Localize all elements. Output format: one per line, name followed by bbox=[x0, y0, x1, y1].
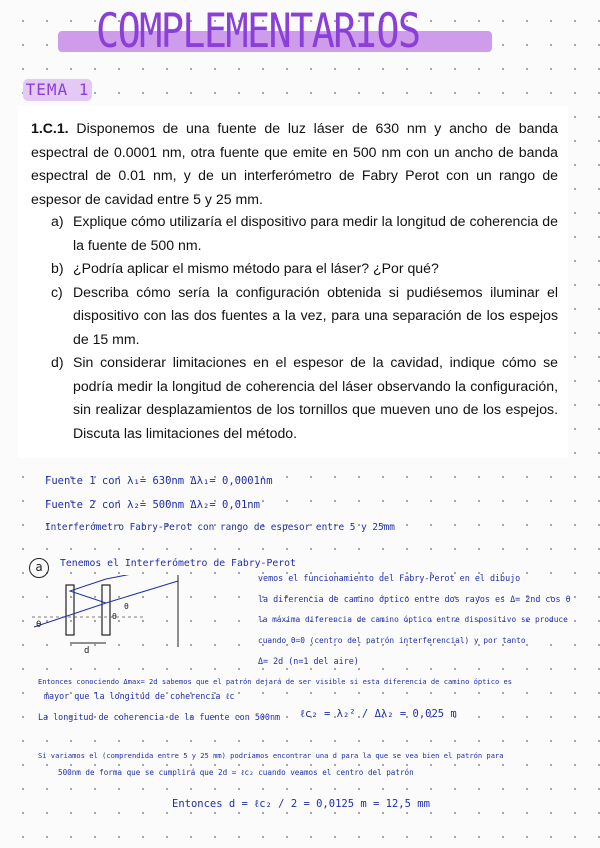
transmitted-ray-1 bbox=[106, 581, 178, 603]
item-text: ¿Podría aplicar el mismo método para el láser? ¿Por qué? bbox=[73, 260, 439, 276]
page-title: COMPLEMENTARIOS bbox=[96, 4, 420, 59]
given-source-2: Fuente 2 con λ₂= 500nm Δλ₂= 0,01nm bbox=[45, 499, 260, 511]
final-result: Entonces d = ℓc₂ / 2 = 0,0125 m = 12,5 mm bbox=[172, 798, 430, 810]
topic-tag: TEMA 1 bbox=[23, 79, 92, 101]
transmitted-ray-2 bbox=[106, 575, 178, 579]
light-ray bbox=[34, 579, 106, 627]
item-text: Sin considerar limitaciones en el espesor de la cavidad, indique cómo se podría medir la longitud de coherencia del láser observando la configuración, sin realizar desplazamientos de los tornillos que mueven uno de los espejos. Discuta las limitaciones del método. bbox=[73, 354, 558, 441]
side-note-4: cuando θ=0 (centro del patrón interferencial) y por tanto bbox=[258, 636, 526, 645]
side-note-2: la diferencia de camino óptico entre dos rayos es Δ= 2nd cos θ bbox=[258, 594, 571, 604]
side-note-5: Δ= 2d (n=1 del aire) bbox=[258, 656, 359, 666]
list-item bbox=[51, 257, 558, 281]
theta-label-1: θ bbox=[36, 620, 42, 630]
coherence-formula: ℓc₂ = λ₂² / Δλ₂ = 0,025 m bbox=[300, 708, 457, 720]
mirror-2-icon bbox=[102, 585, 110, 635]
item-text: Describa cómo sería la configuración obtenida si pudiésemos iluminar el dispositivo con las dos fuentes a la vez, para una separación de los espejos de 15 mm. bbox=[73, 283, 558, 347]
problem-items bbox=[51, 210, 558, 445]
problem-number: 1.C.1. bbox=[31, 120, 69, 136]
part-a-marker: a bbox=[29, 558, 49, 578]
list-item bbox=[51, 281, 558, 352]
mirror-1-icon bbox=[66, 585, 74, 635]
paragraph-line-3: La longitud de coherencia de la fuente con 500nm bbox=[38, 712, 281, 722]
list-item bbox=[51, 351, 558, 445]
given-source-1: Fuente 1 con λ₁= 630nm Δλ₁= 0,0001nm bbox=[45, 475, 273, 487]
paragraph2-line-2: 500nm de forma que se cumplirá que 2d = ℓc₂ cuando veamos el centro del patrón bbox=[58, 768, 414, 777]
item-letter: a) bbox=[51, 213, 64, 229]
item-letter: c) bbox=[51, 283, 63, 300]
item-letter: d) bbox=[51, 354, 64, 370]
paragraph2-line-1: Si variamos el (comprendida entre 5 y 25 mm) podríamos encontrar una d para la que se vea bien el patrón para bbox=[38, 751, 504, 760]
problem-text: Disponemos de una fuente de luz láser de 630 nm y ancho de banda espectral de 0.0001 nm, otra fuente que emite en 500 nm con un ancho de banda espectral de 0.01 nm, y de un interferómetro de Fabry Perot con un rango de espesor de cavidad entre 5 y 25 mm. bbox=[31, 120, 558, 207]
problem-card bbox=[18, 106, 568, 458]
theta-label-3: θ bbox=[124, 602, 129, 611]
part-a-heading: Tenemos el Interferómetro de Fabry-Perot bbox=[60, 558, 296, 569]
item-letter: b) bbox=[51, 260, 64, 276]
paragraph-line-1: Entonces conociendo Δmax= 2d sabemos que el patrón dejará de ser visible si esta diferencia de camino óptico es bbox=[38, 677, 513, 686]
paragraph-line-2: mayor que la longitud de coherencia ℓc bbox=[44, 691, 235, 701]
fabry-perot-diagram bbox=[28, 575, 233, 655]
side-note-3: la máxima diferencia de camino óptico entre dispositivo se produce bbox=[258, 615, 568, 624]
theta-label-2: θ bbox=[112, 612, 117, 621]
problem-statement bbox=[31, 117, 558, 211]
given-interferometer: Interferómetro Fabry-Perot con rango de espesor entre 5 y 25mm bbox=[45, 522, 395, 533]
item-text: Explique cómo utilizaría el dispositivo para medir la longitud de coherencia de la fuente de 500 nm. bbox=[73, 213, 558, 253]
d-label: d bbox=[84, 646, 90, 655]
list-item bbox=[51, 210, 558, 257]
side-note-1: vemos el funcionamiento del Fabry-Perot en el dibujo bbox=[258, 573, 521, 583]
